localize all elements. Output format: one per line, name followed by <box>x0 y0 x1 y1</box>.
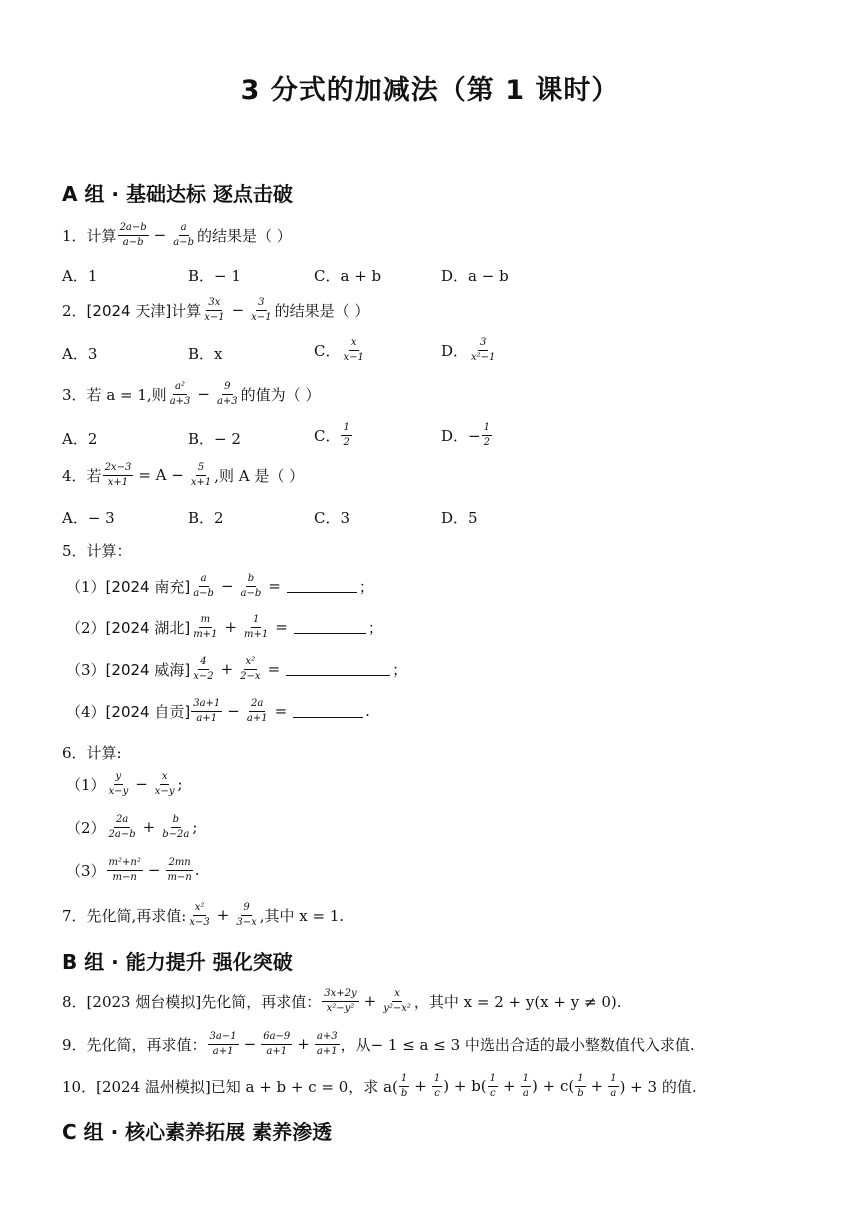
fraction: $\frac{a}{a-b}$ <box>193 573 214 599</box>
fraction: $\frac{9}{a+3}$ <box>216 381 238 407</box>
fraction: $\frac{y}{x-y}$ <box>108 771 129 797</box>
fraction: $\frac{x}{\text{y²−x²}}$ <box>383 988 411 1014</box>
page-title: 3 分式的加减法（第 1 课时） <box>240 75 620 106</box>
question-4: 4． 若 $\frac{2x-3}{x+1}$ = A − $\frac{5}{x+1}$ ,则 A 是（ ） <box>62 462 305 488</box>
fraction: $\frac{1}{a}$ <box>610 1073 617 1099</box>
q3-option-c: C． $\frac{1}{2}$ <box>314 422 350 448</box>
q3-option-b: B．− 2 <box>188 430 241 448</box>
q2-option-c: C． $\frac{x}{x-1}$ <box>314 337 364 363</box>
fraction: $\frac{b}{b-2a}$ <box>162 814 190 840</box>
fraction: $\frac{2mn}{m-n}$ <box>167 857 192 883</box>
q6-item-2: （2） $\frac{2a}{2a-b}$ + $\frac{b}{b-2a}$ ; <box>66 814 198 840</box>
fraction: $\frac{\text{m²+n²}}{m-n}$ <box>108 857 141 883</box>
fraction: $\frac{1}{c}$ <box>489 1073 497 1099</box>
fraction: $\frac{3}{\text{x²−1}}$ <box>471 337 496 363</box>
q3-option-a: A．2 <box>62 430 98 448</box>
question-7: 7．先化简,再求值: $\frac{\text{x²}}{x-3}$ + $\frac{9}{3-x}$ ,其中 x = 1. <box>62 902 345 928</box>
fraction: $\frac{9}{3-x}$ <box>236 902 257 928</box>
section-c-heading: C 组 · 核心素养拓展 素养渗透 <box>62 1120 333 1144</box>
fraction: $\frac{b}{a-b}$ <box>240 573 262 599</box>
fraction: $\frac{1}{m+1}$ <box>244 614 269 640</box>
q3-option-d: D．− $\frac{1}{2}$ <box>441 422 490 448</box>
answer-blank[interactable] <box>287 580 357 593</box>
question-10: 10．[2024 温州模拟]已知 a + b + c = 0，求 a( $\frac{1}{b}$ + $\frac{1}{c}$ ) + b( $\frac{1}{c}$ + $\frac{1}{a}$ ) + c( $\frac{1}{b}$ + $\frac{1}{a}$ ) + 3 的值. <box>62 1073 697 1099</box>
question-8: 8．[2023 烟台模拟]先化简，再求值： $\frac{3x+2y}{\text{x²−y²}}$ + $\frac{x}{\text{y²−x²}}$ ，其中 x = 2 + y(x + y ≠ 0). <box>62 988 622 1014</box>
fraction: $\frac{a}{a-b}$ <box>173 222 194 248</box>
answer-blank[interactable] <box>294 621 366 634</box>
fraction: $\frac{\text{a²}}{a+3}$ <box>169 381 191 407</box>
fraction: $\frac{m}{m+1}$ <box>193 614 218 640</box>
fraction: $\frac{1}{c}$ <box>433 1073 441 1099</box>
q6-item-3: （3） $\frac{\text{m²+n²}}{m-n}$ − $\frac{2mn}{m-n}$ . <box>66 857 200 883</box>
fraction: $\frac{3a-1}{a+1}$ <box>209 1031 237 1057</box>
q4-option-c: C．3 <box>314 509 351 527</box>
fraction: $\frac{2a-b}{a-b}$ <box>119 222 147 248</box>
q4-option-a: A．− 3 <box>62 509 115 527</box>
section-a-heading: A 组 · 基础达标 逐点击破 <box>62 182 293 206</box>
fraction: $\frac{a+3}{a+1}$ <box>316 1031 338 1057</box>
fraction: $\frac{2a}{a+1}$ <box>246 698 268 724</box>
q4-option-b: B．2 <box>188 509 224 527</box>
q2-option-d: D． $\frac{3}{\text{x²−1}}$ <box>441 337 496 363</box>
fraction: $\frac{\text{x²}}{2-x}$ <box>240 656 261 682</box>
fraction: $\frac{x}{x-1}$ <box>343 337 364 363</box>
q6-item-1: （1） $\frac{y}{x-y}$ − $\frac{x}{x-y}$ ; <box>66 771 183 797</box>
question-3: 3． 若 a = 1,则 $\frac{\text{a²}}{a+3}$ − $\frac{9}{a+3}$ 的值为（ ） <box>62 381 321 407</box>
fraction: $\frac{3x+2y}{\text{x²−y²}}$ <box>324 988 357 1014</box>
fraction: $\frac{3x}{x-1}$ <box>204 297 225 323</box>
fraction: $\frac{1}{b}$ <box>577 1073 584 1099</box>
fraction: $\frac{x}{x-y}$ <box>154 771 175 797</box>
fraction: $\frac{1}{2}$ <box>343 422 350 448</box>
q1-option-b: B．− 1 <box>188 267 241 285</box>
fraction: $\frac{\text{x²}}{x-3}$ <box>189 902 210 928</box>
section-b-heading: B 组 · 能力提升 强化突破 <box>62 950 293 974</box>
question-5-label: 5．计算： <box>62 542 132 560</box>
fraction: $\frac{3a+1}{a+1}$ <box>193 698 221 724</box>
fraction: $\frac{3}{x-1}$ <box>251 297 272 323</box>
answer-blank[interactable] <box>286 663 390 676</box>
fraction: $\frac{5}{x+1}$ <box>190 462 212 488</box>
q5-item-1: （1） [2024 南充] $\frac{a}{a-b}$ − $\frac{b}{a-b}$ = ； <box>66 573 374 599</box>
q2-option-a: A．3 <box>62 345 98 363</box>
fraction: $\frac{2x-3}{x+1}$ <box>104 462 132 488</box>
question-2: 2． [2024 天津]计算 $\frac{3x}{x-1}$ − $\frac{3}{x-1}$ 的结果是（ ） <box>62 297 370 323</box>
q4-option-d: D．5 <box>441 509 478 527</box>
question-1: 1． 计算 $\frac{2a-b}{a-b}$ − $\frac{a}{a-b}$ 的结果是（ ） <box>62 222 292 248</box>
question-6-label: 6．计算: <box>62 744 122 762</box>
fraction: $\frac{4}{x-2}$ <box>193 656 214 682</box>
q2-option-b: B．x <box>188 345 223 363</box>
answer-blank[interactable] <box>293 705 363 718</box>
fraction: $\frac{1}{2}$ <box>483 422 490 448</box>
q5-item-4: （4） [2024 自贡] $\frac{3a+1}{a+1}$ − $\frac{2a}{a+1}$ = . <box>66 698 370 724</box>
q5-item-3: （3） [2024 威海] $\frac{4}{x-2}$ + $\frac{\text{x²}}{2-x}$ = ； <box>66 656 408 682</box>
fraction: $\frac{1}{a}$ <box>522 1073 529 1099</box>
q1-option-c: C．a + b <box>314 267 382 285</box>
fraction: $\frac{6a-9}{a+1}$ <box>263 1031 291 1057</box>
q1-option-d: D．a − b <box>441 267 509 285</box>
fraction: $\frac{1}{b}$ <box>400 1073 408 1099</box>
question-9: 9．先化简，再求值： $\frac{3a-1}{a+1}$ − $\frac{6a-9}{a+1}$ + $\frac{a+3}{a+1}$ ，从− 1 ≤ a ≤ 3 中选出合适的最小整数值代入求值. <box>62 1031 695 1057</box>
q1-option-a: A．1 <box>62 267 98 285</box>
fraction: $\frac{2a}{2a-b}$ <box>108 814 136 840</box>
q5-item-2: （2） [2024 湖北] $\frac{m}{m+1}$ + $\frac{1}{m+1}$ = ； <box>66 614 383 640</box>
